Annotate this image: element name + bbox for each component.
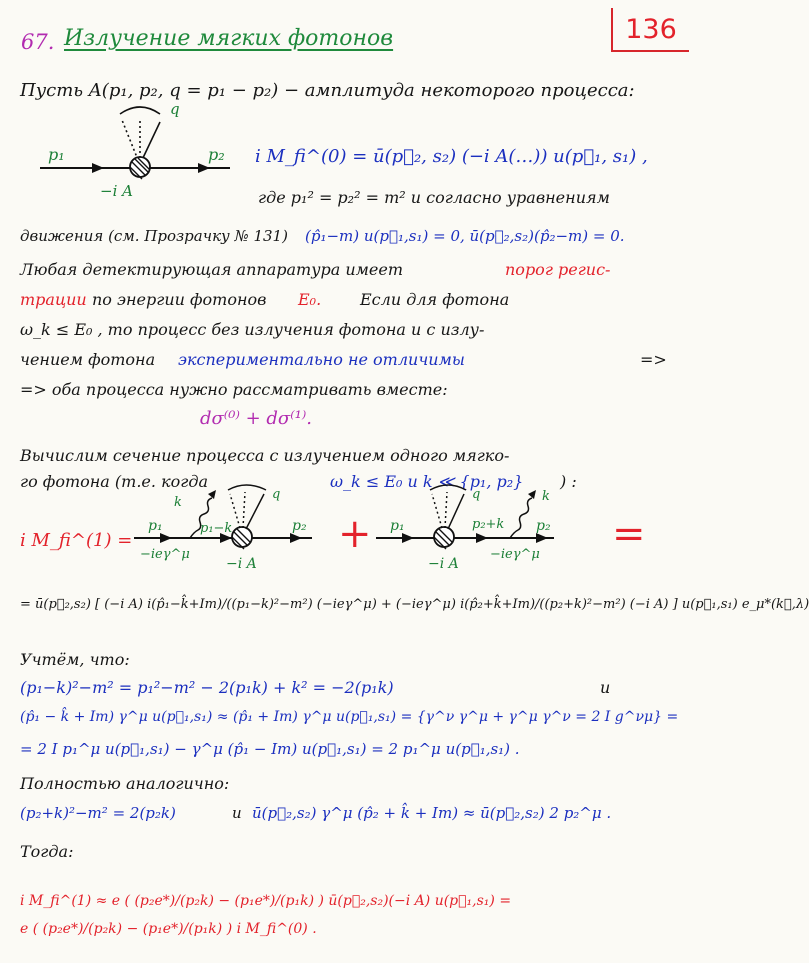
final-result-rhs: e ( (p₂e*)/(p₂k) − (p₁e*)/(p₁k) ) i M_fi^(0) . — [20, 921, 317, 937]
vertex-label: −ieγ^μ — [140, 547, 190, 562]
threshold-text-b: по энергии фотонов — [92, 290, 267, 309]
spinor-eq-2: ū(p⃗₂,s₂) γ^μ (p̂₂ + k̂ + Im) ≈ ū(p⃗₂,s₂) 2 p₂^μ . — [252, 804, 612, 822]
note-heading: Учтём, что: — [20, 650, 130, 669]
q-label: q — [472, 487, 481, 502]
p1-label: p₁ — [148, 518, 163, 534]
amplitude-equation: i M_fi^(0) = ū(p⃗₂, s₂) (−i A(…)) u(p⃗₁, s₁) , — [255, 146, 648, 167]
page-number-box — [611, 8, 689, 52]
m1-lhs: i M_fi^(1) = — [20, 530, 133, 551]
blob-vertex — [232, 527, 252, 547]
p2-label: p₂ — [208, 145, 225, 164]
final-result-lhs: i M_fi^(1) ≈ e ( (p₂e*)/(p₂k) − (p₁e*)/(p₁k) ) ū(p⃗₂,s₂)(−i A) u(p⃗₁,s₁) = — [20, 893, 512, 909]
soft-photon-line: ω_k ≤ E₀ , то процесс без излучения фотона и с излу- — [20, 320, 485, 339]
section-title: Излучение мягких фотонов — [64, 26, 394, 51]
dirac-reduction-eq: (p̂₁ − k̂ + Im) γ^μ u(p⃗₁,s₁) ≈ (p̂₁ + Im) γ^μ u(p⃗₁,s₁) = {γ^ν γ^μ + γ^μ γ^ν = 2 I g^νμ} = — [20, 709, 679, 725]
conjunction-2: и — [232, 804, 242, 822]
p2-label: p₂ — [292, 518, 307, 534]
soft-text: чением фотона — [20, 350, 156, 369]
q-label: q — [272, 487, 281, 502]
threshold-text-a: Любая детектирующая аппаратура имеет — [20, 260, 404, 279]
arrow-icon — [528, 490, 536, 499]
blob-label: −i A — [428, 556, 459, 572]
diagram-emission-initial — [130, 486, 330, 578]
dirac-intro: движения (см. Прозрачку № 131) — [20, 227, 288, 245]
outgoing-particle-line — [142, 122, 160, 160]
equals-sign: = — [612, 511, 646, 557]
analog-heading: Полностью аналогично: — [20, 774, 230, 793]
implies-arrow: => — [640, 350, 667, 369]
arrow-icon — [198, 163, 210, 173]
soft-condition: ω_k ≤ E₀ и k ≪ {p₁, p₂} — [330, 472, 524, 491]
threshold-highlight-a: порог регис- — [505, 260, 611, 279]
calc-line-a: Вычислим сечение процесса с излучением одного мягко- — [20, 446, 510, 465]
section-number: 67. — [21, 30, 55, 54]
indistinguishable-text: экспериментально не отличимы — [178, 350, 465, 369]
blob-label: −i A — [226, 556, 257, 572]
threshold-highlight-b: трации — [20, 290, 87, 309]
calc-line-b: го фотона (т.е. когда — [20, 472, 209, 491]
then-heading: Тогда: — [20, 842, 74, 861]
p1-label: p₁ — [390, 518, 405, 534]
plus-sign: + — [338, 511, 372, 557]
arrow-icon — [290, 533, 302, 543]
arrow-icon — [536, 533, 548, 543]
both-processes-line: => оба процесса нужно рассматривать вместе: — [20, 380, 448, 399]
arrow-icon — [92, 163, 104, 173]
p1k-label: p₁−k — [200, 521, 233, 536]
outgoing-particle-line — [432, 494, 442, 528]
brace-icon — [120, 107, 160, 114]
arrow-icon — [160, 533, 172, 543]
arrow-icon — [208, 490, 216, 499]
full-amplitude-equation: = ū(p⃗₂,s₂) [ (−i A) i(p̂₁−k̂+Im)/((p₁−k)²−m²) (−ieγ^μ) + (−ieγ^μ) i(p̂₂+k̂+Im)/((p₂+k)²−m²) (−i A) ] u(p⃗₁,s₁) e_μ*(k⃗,λ) — [20, 597, 809, 612]
vertex-label: −ieγ^μ — [490, 547, 540, 562]
denominator-eq-1: (p₁−k)²−m² = p₁²−m² − 2(p₁k) + k² = −2(p₁k) — [20, 678, 394, 697]
p2k-label: p₂+k — [472, 517, 505, 532]
outgoing-particle-line — [445, 492, 447, 528]
outgoing-particle-line — [448, 494, 464, 529]
arrow-icon — [476, 533, 488, 543]
diagram-amplitude — [30, 100, 240, 200]
outgoing-particle-line — [122, 120, 138, 160]
brace-icon — [228, 485, 266, 490]
diagram-emission-final — [372, 486, 572, 578]
where-line: где p₁² = p₂² = m² и согласно уравнениям — [258, 188, 610, 207]
denominator-eq-2: (p₂+k)²−m² = 2(p₂k) — [20, 804, 176, 822]
outgoing-particle-line — [246, 494, 264, 529]
brace-icon — [430, 485, 466, 490]
threshold-energy: E₀. — [298, 290, 322, 309]
threshold-text-c: Если для фотона — [360, 290, 510, 309]
calc-line-end: ) : — [560, 472, 577, 491]
vertex-label: −i A — [100, 182, 133, 200]
dirac-result-eq: = 2 I p₁^μ u(p⃗₁,s₁) − γ^μ (p̂₁ − Im) u(p⃗₁,s₁) = 2 p₁^μ u(p⃗₁,s₁) . — [20, 740, 520, 758]
conjunction: и — [600, 678, 611, 697]
arrow-icon — [402, 533, 414, 543]
k-label: k — [174, 495, 182, 510]
dirac-equation: (p̂₁−m) u(p⃗₁,s₁) = 0, ū(p⃗₂,s₂)(p̂₂−m) = 0. — [305, 227, 625, 245]
blob-vertex — [434, 527, 454, 547]
page-number: 136 — [625, 13, 677, 45]
cross-section-sum: dσ⁽⁰⁾ + dσ⁽¹⁾. — [200, 408, 312, 429]
p1-label: p₁ — [48, 145, 65, 164]
outgoing-particle-line — [243, 492, 245, 528]
photon-line — [510, 498, 532, 538]
k-label: k — [542, 489, 550, 504]
q-label: q — [170, 100, 180, 118]
intro-line: Пусть A(p₁, p₂, q = p₁ − p₂) − амплитуда некоторого процесса: — [20, 80, 635, 101]
p2-label: p₂ — [536, 518, 551, 534]
